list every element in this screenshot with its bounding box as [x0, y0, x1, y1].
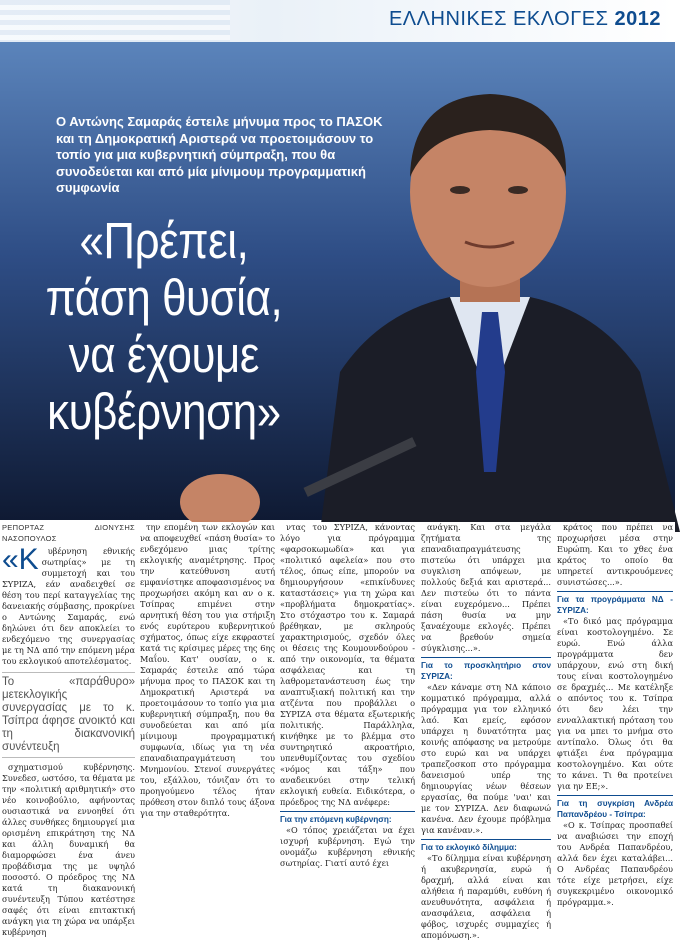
article-column-4: [421, 522, 551, 940]
article-column-3: [280, 522, 415, 868]
section-title-text: ΕΛΛΗΝΙΚΕΣ ΕΚΛΟΓΕΣ: [388, 8, 609, 30]
article-paragraph: σχηματισμού κυβέρνησης. Συνεδεσ, ωστόσο, τα θέματα με την «πολιτική αριθμητική» στο νέο κοινοβούλιο, αφήνοντας ουσιαστικά να εννοηθεί ότι άλλες συνθήκες δημιουργεί μια ορισμένη επικράτηση της ΝΔ και άλλη δυναμική θα διαμορφώσει ένα άνευ προβάδισμα της με υψηλό ποσοστό. Ο πρόεδρος της ΝΔ κατά τη διακανονική συνέντευξη Τύπου κατέστησε σαφές ότι είναι επιτακτική ανάγκη για τη χώρα να υπάρξει κυβέρνηση: [2, 762, 135, 937]
article-paragraph: κράτος που πρέπει να προχωρήσει μέσα στην Ευρώπη. Και το χθες ένα κράτος το οποίο θα υπηρετεί αντικρουόμενες συνιστώσες...».: [557, 522, 673, 587]
article-column-1: [2, 522, 135, 937]
subheading: Για τα προγράμματα ΝΔ - ΣΥΡΙΖΑ:: [557, 591, 673, 616]
drop-cap: «Κ: [2, 543, 39, 576]
article-paragraph: «Το δίλημμα είναι κυβέρνηση ή ακυβερνησία, ευρώ ή δραχμή, αλλά είναι και αλήθεια ή παραμύθι, ευθύνη ή ανευθυνότητα, ασφάλεια ή ανασφάλεια, ασφάλεια ή φόβος, ισχυρές συμμαχίες ή απομόνωση.».: [421, 853, 551, 940]
article-paragraph: «Δεν κάναμε στη ΝΔ κάποιο κομματικό πρόγραμμα, αλλά πρόγραμμα για τον ελληνικό λαό. Και εμείς, εφόσον υπάρχει η δυνατότητα μας κοινής απόφασης να μετρούμε στο ευρώ και να υπάρχει τραπεζοσκοπ στο πρόγραμμα δανεισμού υπέρ της δημιουργίας νέων θέσεων εργασίας, θα πούμε 'ναι' και με τον ΣΥΡΙΖΑ. Δεν διαφωνώ κανένα. Δεν έχουμε πρόβλημα για κανέναν.».: [421, 682, 551, 835]
article-paragraph: «Ο κ. Τσίπρας προσπαθεί να αναβιώσει την εποχή του Ανδρέα Παπανδρέου, αλλά δεν έχει καταλάβει... Ο Ανδρέας Παπανδρέου τότε είχε μετρήσει, είχε συγκεκριμένο οικονομικό πρόγραμμα.».: [557, 820, 673, 907]
article-paragraph: «Ο τόπος χρειάζεται να έχει ισχυρή κυβέρνηση. Εγώ την ονομάζω κυβέρνηση εθνικής σωτηρίας. Γιατί αυτό έχει: [280, 825, 415, 868]
section-title: [389, 8, 661, 31]
article-paragraph: ανάγκη. Και στα μεγάλα ζητήματα της επαναδιαπραγμάτευσης πιστεύω ότι υπάρχει μια συγκλιση απόψεων, με πολλούς δεξιά και αριστερά... Δεν πιστεύω ότι το πάντα είναι ευχερόμενο... Πρέπει πάση θυσία να μην ξαναέχουμε εκλογές. Πρέπει να βρεθούν σημεία σύγκλισης...».: [421, 522, 551, 653]
article-paragraph: υβέρνηση εθνικής σωτηρίας» με τη συμμετοχή και του ΣΥΡΙΖΑ, εάν αναδειχθεί σε θέση του περί καταγγελίας της δανειακής σύμβασης, προκρίνει ο Αντώνης Σαμαράς, ενώ δηλώνει ότι δεν αποκλείει το ενδεχόμενο της συνεργασίας με τη ΝΔ από την επόμενη μέρα του εκλογικού αποτελέσματος.: [2, 546, 135, 666]
subheading: Για το εκλογικό δίλημμα:: [421, 839, 551, 853]
subheading: Για τη συγκρίση Ανδρέα Παπανδρέου - Τσίπρα:: [557, 795, 673, 820]
subheading: Για την επόμενη κυβέρνηση:: [280, 811, 415, 825]
article-paragraph: ντας του ΣΥΡΙΖΑ, κάνοντας λόγο για πρόγραμμα «φαρσοκωμωδία» και για «πολιτικό αφελεία» που στο τέλος, όπως είπε, μπορούν να δημιουργήσουν «επικίνδυνες καταστάσεις» για τη χώρα και «προβλήματα δημοκρατίας». Στο στόχαστρο του κ. Σαμαρά βρέθηκαν, με σκληρούς χαρακτηρισμούς, σχεδόν όλες οι θέσεις της Κουμουνδούρου - από την οικονομία, τα θέματα ασφάλειας και τη λαθρομετανάστευση έως την αναπτυξιακή πολιτική και την ατζέντα που προβάλλει ο ΣΥΡΙΖΑ στα θέματα εξωτερικής πολιτικής. Παράλληλα, κινήθηκε με το βλέμμα στο συντηρητικό ακροατήριο, υπενθυμίζοντας του σχεδίου «νόμος και τάξη» που αναδεικνύει στην τελική εκλογική ευθεία. Ειδικότερα, ο πρόεδρος της ΝΔ ανέφερε:: [280, 522, 415, 807]
lede-paragraph: Ο Αντώνης Σαμαράς έστειλε μήνυμα προς το ΠΑΣΟΚ και τη Δημοκρατική Αριστερά να προετοιμάσουν το τοπίο για μια κυβερνητική σύμπραξη, που θα συνοδεύεται και από μία μίνιμουμ προγραμματική συμφωνία: [56, 114, 383, 195]
hero-photo: [0, 42, 675, 520]
article-paragraph: την επομένη των εκλογών και να αποφευχθεί «πάση θυσία» το ενδεχόμενο μιας τρίτης εκλογικής αναμέτρησης. Προς την κατεύθυνση αυτή εμφανίστηκε αποφασισμένος να προχωρήσει ακόμη και αν ο κ. Τσίπρας επιμένει στην αρνητική θέση του για στήριξη ενός ευρύτερου κυβερνητικού σχήματος, όπως είχε εκφραστεί κατά τις κρίσιμες μέρες της 6ης Μαΐου. Κατ' ουσίαν, ο κ. Σαμαράς έστειλε από τώρα μήνυμα προς το ΠΑΣΟΚ και τη Δημοκρατική Αριστερά να προετοιμάσουν το τοπίο για μια κυβερνητική σύμπραξη, που θα συνοδεύεται και από μία μίνιμουμ προγραμματική συμφωνία, ιδίως για τη νέα επαναδιαπραγμάτευση του Μνημονίου. Στενοί συνεργάτες του, εξάλλου, τόνιζαν ότι το προηγούμενο τέλος ήταν πρόθεση στον διπλό τους άξονα για την σταθερότητα.: [140, 522, 275, 818]
pull-quote: Το «παράθυρο» μετεκλογικής συνεργασίας με το κ. Τσίπρα άφησε ανοικτό και τη διακανονική συνέντευξη: [2, 672, 135, 758]
subheading: Για το προσκλητήριο στον ΣΥΡΙΖΑ:: [421, 657, 551, 682]
article-paragraph: «Το δικό μας πρόγραμμα είναι κοστολογημένο. Σε ευρώ. Ενώ άλλα προγράμματα δεν υπάρχουν, ενώ στη δική τους είναι κοστολογημένο σε δραχμές... Με κατέληξε ο απόντος του κ. Τσίπρα ότι δεν λέει την ενναλλακτική πρόταση του για να μπει το μνήμα στο αντίπαλο. Όλως ότι θα φτιάξει ένα πρόγραμμα κοστολογημένο. Και ούτε το κάνει. Τι θα προτείνει για ην ΕΕ;».: [557, 616, 673, 791]
article-body: [0, 522, 675, 940]
article-column-5: [557, 522, 673, 907]
byline: ΡΕΠΟΡΤΑΖ ΔΙΟΝΥΣΗΣ ΝΑΣΟΠΟΥΛΟΣ: [2, 523, 135, 543]
flag-stripes-decoration: [0, 0, 230, 42]
section-year: 2012: [614, 8, 661, 30]
section-header: [0, 0, 675, 43]
headline-quote: «Πρέπει, πάση θυσία, να έχουμε κυβέρνηση»: [45, 212, 283, 440]
article-column-2: [140, 522, 275, 818]
